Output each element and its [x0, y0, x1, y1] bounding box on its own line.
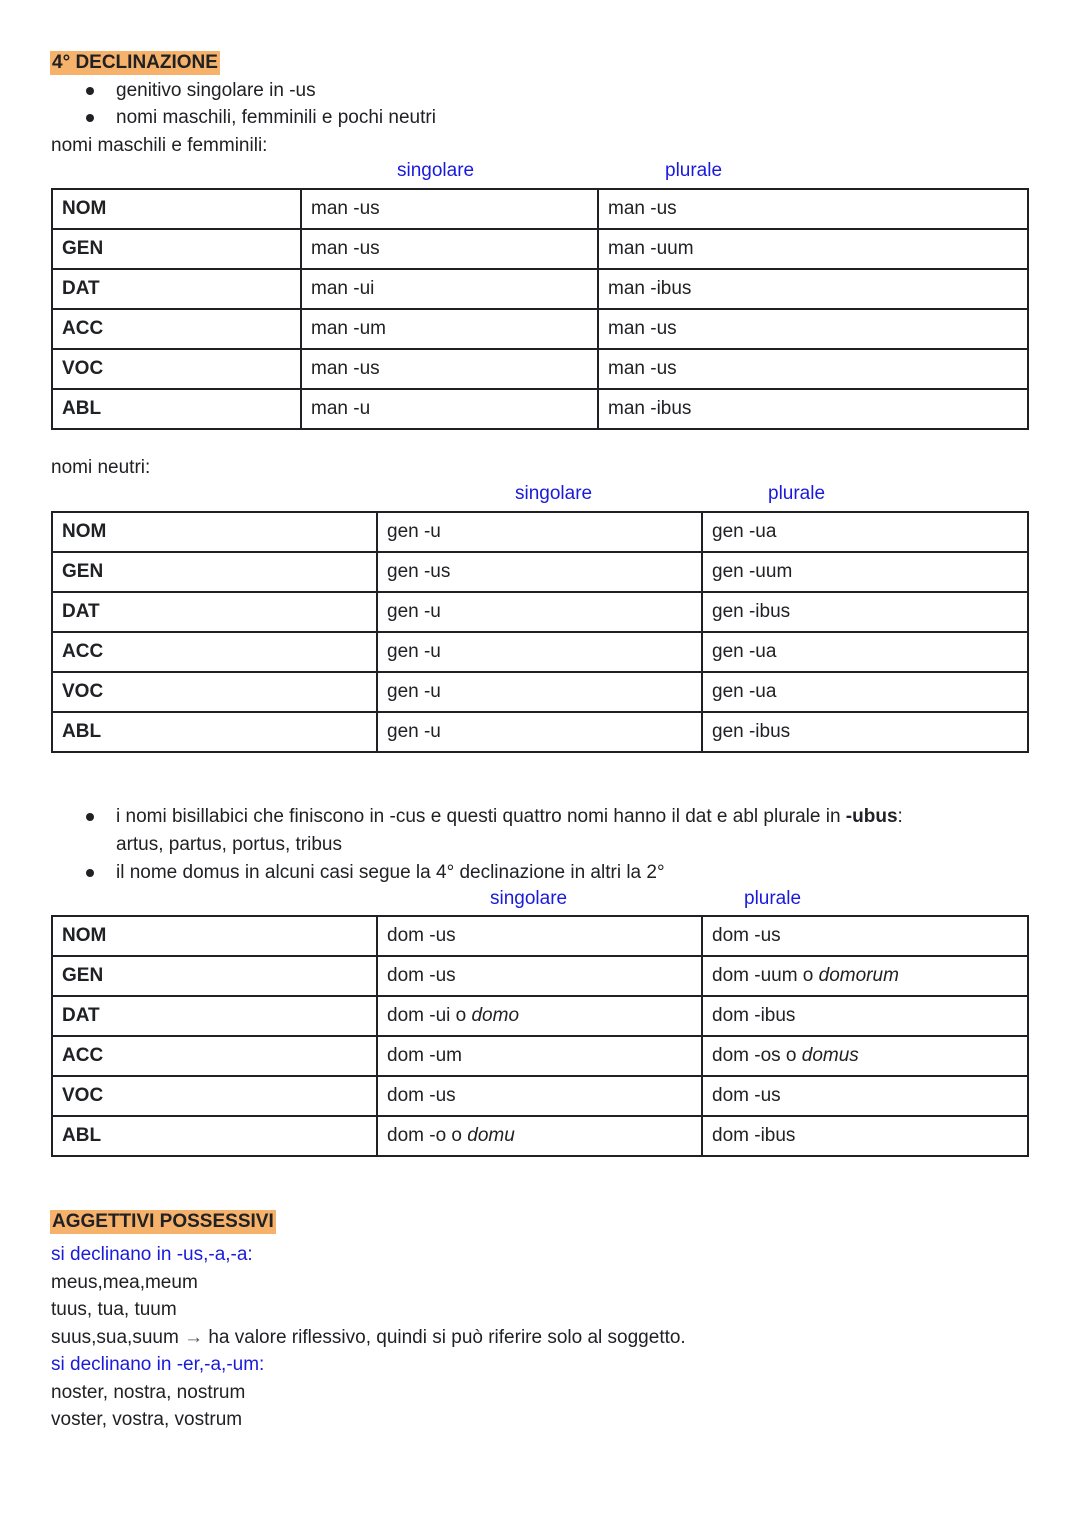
- plural-cell: man -us: [598, 349, 1028, 389]
- arrow-right-icon: →: [184, 1327, 204, 1348]
- col-header-singular: singolare: [490, 888, 568, 909]
- table-row: [52, 712, 1028, 752]
- case-cell: GEN: [52, 229, 301, 269]
- singular-alt-form: domu: [467, 1125, 515, 1146]
- singular-alt-form: domo: [471, 1005, 520, 1026]
- case-cell: VOC: [52, 349, 301, 389]
- singular-cell: gen -u: [377, 592, 702, 632]
- plural-form: dom -us: [712, 1085, 781, 1106]
- bullet-icon: [86, 87, 94, 95]
- singular-cell: [377, 1036, 702, 1076]
- plural-form: dom -ibus: [712, 1125, 796, 1146]
- singular-cell: gen -u: [377, 712, 702, 752]
- plural-form: dom -os o: [712, 1045, 802, 1066]
- singular-cell: man -us: [301, 229, 598, 269]
- plural-cell: gen -ibus: [702, 592, 1028, 632]
- case-cell: ABL: [52, 389, 301, 429]
- plural-cell: gen -ua: [702, 672, 1028, 712]
- table-row: [52, 229, 1028, 269]
- case-cell: DAT: [52, 269, 301, 309]
- case-cell: ACC: [52, 632, 377, 672]
- case-cell: ACC: [52, 309, 301, 349]
- plural-cell: [702, 1116, 1028, 1156]
- section-heading-4th-declension: 4° DECLINAZIONE: [52, 52, 218, 73]
- table-row: [52, 916, 1028, 956]
- table-row: [52, 552, 1028, 592]
- possessive-suus-forms: suus,sua,suum: [51, 1327, 179, 1348]
- singular-cell: [377, 956, 702, 996]
- table-row: [52, 1116, 1028, 1156]
- table-row: [52, 189, 1028, 229]
- table-row: [52, 672, 1028, 712]
- plural-cell: [702, 1036, 1028, 1076]
- table-row: [52, 592, 1028, 632]
- plural-alt-form: domus: [801, 1045, 859, 1066]
- singular-form: dom -o o: [387, 1125, 468, 1146]
- singular-cell: man -u: [301, 389, 598, 429]
- singular-cell: man -us: [301, 189, 598, 229]
- plural-cell: gen -ibus: [702, 712, 1028, 752]
- case-cell: DAT: [52, 592, 377, 632]
- group-er-a-um-label: si declinano in -er,-a,-um:: [51, 1354, 265, 1375]
- plural-form: dom -us: [712, 925, 781, 946]
- table-row: [52, 1076, 1028, 1116]
- plural-cell: gen -ua: [702, 632, 1028, 672]
- table-row: [52, 389, 1028, 429]
- singular-form: dom -us: [387, 925, 456, 946]
- case-cell: DAT: [52, 996, 377, 1036]
- note-bisyllabic-colon: :: [897, 806, 903, 827]
- possessive-noster: noster, nostra, nostrum: [51, 1382, 246, 1403]
- col-header-singular: singolare: [397, 160, 475, 181]
- possessive-meus: meus,mea,meum: [51, 1272, 198, 1293]
- table-domus: [51, 915, 1029, 1157]
- singular-form: dom -us: [387, 1085, 456, 1106]
- plural-form: dom -ibus: [712, 1005, 796, 1026]
- singular-form: dom -us: [387, 965, 456, 986]
- section-heading-possessives: AGGETTIVI POSSESSIVI: [52, 1211, 274, 1232]
- case-cell: ACC: [52, 1036, 377, 1076]
- singular-cell: gen -us: [377, 552, 702, 592]
- intro-neuter: nomi neutri:: [51, 457, 151, 478]
- case-cell: GEN: [52, 956, 377, 996]
- plural-form: dom -uum o: [712, 965, 819, 986]
- singular-cell: man -ui: [301, 269, 598, 309]
- singular-cell: [377, 1116, 702, 1156]
- table-row: [52, 349, 1028, 389]
- bullet-icon: [86, 114, 94, 122]
- possessive-suus: [51, 1325, 686, 1351]
- case-cell: VOC: [52, 672, 377, 712]
- note-bisyllabic-text: i nomi bisillabici che finiscono in -cus e questi quattro nomi hanno il dat e abl plurale in: [116, 806, 846, 827]
- table-row: [52, 309, 1028, 349]
- plural-cell: [702, 956, 1028, 996]
- singular-cell: man -um: [301, 309, 598, 349]
- possessive-suus-note: ha valore riflessivo, quindi si può riferire solo al soggetto.: [208, 1327, 686, 1348]
- col-header-plural: plurale: [665, 160, 723, 181]
- bullet-gender: nomi maschili, femminili e pochi neutri: [116, 107, 436, 128]
- singular-cell: [377, 916, 702, 956]
- bullet-icon: [86, 813, 94, 821]
- col-header-singular: singolare: [515, 483, 593, 504]
- singular-form: dom -ui o: [387, 1005, 472, 1026]
- singular-cell: gen -u: [377, 632, 702, 672]
- case-cell: VOC: [52, 1076, 377, 1116]
- case-cell: ABL: [52, 1116, 377, 1156]
- table-row: [52, 996, 1028, 1036]
- singular-cell: [377, 1076, 702, 1116]
- table-row: [52, 632, 1028, 672]
- plural-alt-form: domorum: [818, 965, 899, 986]
- singular-cell: man -us: [301, 349, 598, 389]
- possessive-tuus: tuus, tua, tuum: [51, 1299, 177, 1320]
- note-bisyllabic-ending: -ubus: [845, 806, 898, 827]
- case-cell: NOM: [52, 189, 301, 229]
- col-header-plural: plurale: [744, 888, 802, 909]
- table-masc-fem: [51, 188, 1029, 430]
- table-row: [52, 269, 1028, 309]
- plural-cell: gen -uum: [702, 552, 1028, 592]
- singular-cell: gen -u: [377, 672, 702, 712]
- plural-cell: man -uum: [598, 229, 1028, 269]
- case-cell: GEN: [52, 552, 377, 592]
- table-row: [52, 1036, 1028, 1076]
- case-cell: ABL: [52, 712, 377, 752]
- bullet-icon: [86, 869, 94, 877]
- plural-cell: [702, 996, 1028, 1036]
- singular-form: dom -um: [387, 1045, 462, 1066]
- table-row: [52, 956, 1028, 996]
- plural-cell: [702, 1076, 1028, 1116]
- plural-cell: man -ibus: [598, 389, 1028, 429]
- plural-cell: man -ibus: [598, 269, 1028, 309]
- note-bisyllabic-list: artus, partus, portus, tribus: [116, 834, 342, 855]
- col-header-plural: plurale: [768, 483, 826, 504]
- table-neuter: [51, 511, 1029, 753]
- intro-masc-fem: nomi maschili e femminili:: [51, 135, 268, 156]
- case-cell: NOM: [52, 512, 377, 552]
- singular-cell: [377, 996, 702, 1036]
- possessive-voster: voster, vostra, vostrum: [51, 1409, 243, 1430]
- bullet-genitive: genitivo singolare in -us: [116, 80, 316, 101]
- note-bisyllabic: [116, 804, 903, 830]
- table-row: [52, 512, 1028, 552]
- plural-cell: man -us: [598, 309, 1028, 349]
- note-domus: il nome domus in alcuni casi segue la 4° declinazione in altri la 2°: [116, 862, 665, 883]
- plural-cell: [702, 916, 1028, 956]
- plural-cell: gen -ua: [702, 512, 1028, 552]
- singular-cell: gen -u: [377, 512, 702, 552]
- group-us-a-um-label: si declinano in -us,-a,-a:: [51, 1244, 253, 1265]
- plural-cell: man -us: [598, 189, 1028, 229]
- case-cell: NOM: [52, 916, 377, 956]
